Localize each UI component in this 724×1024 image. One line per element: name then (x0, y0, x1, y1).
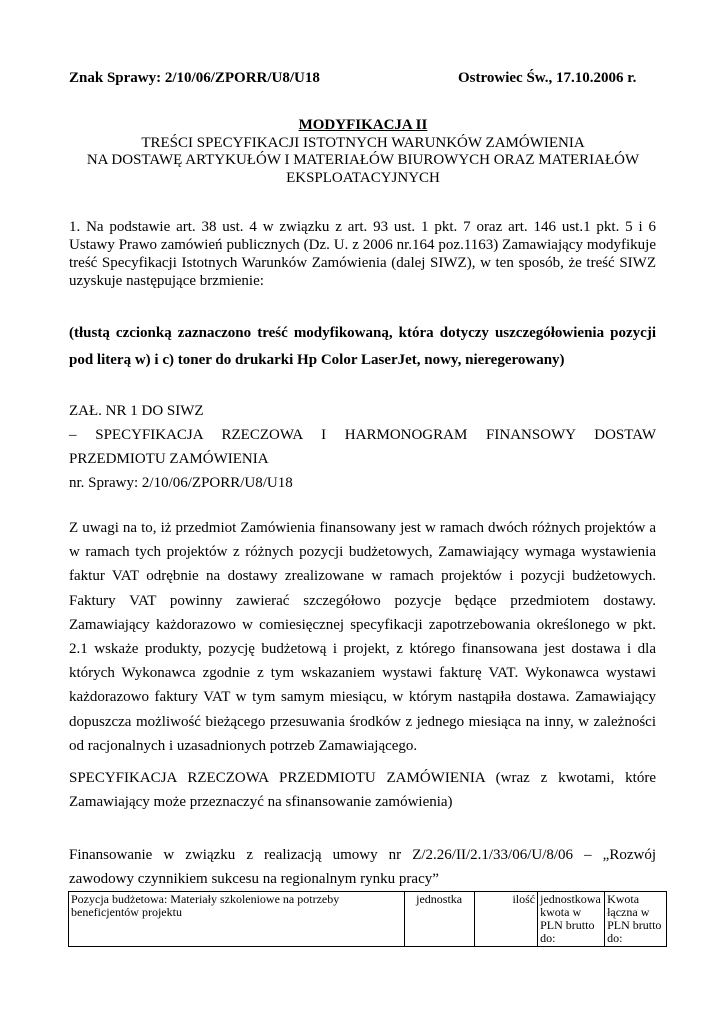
paragraph-invoicing: Z uwagi na to, iż przedmiot Zamówienia finansowany jest w ramach dwóch różnych projektów a w ramach tych projektów z różnych pozycji budżetowych, Zamawiający wymaga wystawienia faktur VAT odrębnie na dostawy zrealizowane w ramach projektów i pozycji budżetowych. Faktury VAT powinny zawierać szczegółowo pozycje będące przedmiotem dostawy. Zamawiający każdorazowo w comiesięcznej specyfikacji zapotrzebowania określonego w pkt. 2.1 wskaże produkty, pozycję budżetową i projekt, z którego finansowana jest dostawa i dla których Wykonawca zgodnie z tym wskazaniem wystawi fakturę VAT. Wykonawca wystawi każdorazowo faktury VAT w tym samym miesiącu, w którym nastąpiła dostawa. Zamawiający dopuszcza możliwość bieżącego przesuwania środków z jednego miesiąca na inny, w zależności od racjonalnych i uzasadnionych potrzeb Zamawiającego. (69, 520, 656, 754)
document-title (69, 117, 657, 187)
attachment-line-1: ZAŁ. NR 1 DO SIWZ (69, 403, 204, 419)
paragraph-financing: Finansowanie w związku z realizacją umowy nr Z/2.26/II/2.1/33/06/U/8/06 – „Rozwój zawodowy czynnikiem sukcesu na regionalnym rynku pracy” (69, 847, 656, 887)
paragraph-bold-note: (tłustą czcionką zaznaczono treść modyfikowaną, która dotyczy uszczegółowienia pozycji pod literą w) i c) toner do drukarki Hp Color LaserJet, nowy, nieregerowany) (69, 325, 656, 368)
attachment-line-4: nr. Sprawy: 2/10/06/ZPORR/U8/U18 (69, 475, 293, 491)
case-number: Znak Sprawy: 2/10/06/ZPORR/U8/U18 (69, 70, 320, 86)
paragraph-specification: SPECYFIKACJA RZECZOWA PRZEDMIOTU ZAMÓWIENIA (wraz z kwotami, które Zamawiający może przeznaczyć na sfinansowanie zamówienia) (69, 770, 656, 810)
budget-table (68, 891, 667, 947)
title-line-2: NA DOSTAWĘ ARTYKUŁÓW I MATERIAŁÓW BIUROWYCH ORAZ MATERIAŁÓW (86, 152, 640, 168)
paragraph-legal-basis: 1. Na podstawie art. 38 ust. 4 w związku z art. 93 ust. 1 pkt. 7 oraz art. 146 ust.1 pkt. 5 i 6 Ustawy Prawo zamówień publicznych (Dz. U. z 2006 nr.164 poz.1163) Zamawiający modyfikuje treść Specyfikacji Istotnych Warunków Zamówienia (dalej SIWZ), w ten sposób, że treść SIWZ uzyskuje następujące brzmienie: (69, 219, 656, 289)
attachment-line-3: PRZEDMIOTU ZAMÓWIENIA (69, 451, 269, 467)
title-main: MODYFIKACJA II (298, 117, 428, 133)
header-cell-quantity: ilość (474, 892, 537, 947)
header-cell-unit: jednostka (404, 892, 474, 947)
attachment-line-2: – SPECYFIKACJA RZECZOWA I HARMONOGRAM FINANSOWY DOSTAW (69, 427, 656, 443)
place-date: Ostrowiec Św., 17.10.2006 r. (458, 70, 637, 86)
title-line-3: EKSPLOATACYJNYCH (286, 169, 440, 186)
header-cell-total-price: Kwota łączna w PLN brutto do: (605, 892, 667, 947)
table-header-row (69, 892, 667, 947)
title-line-1: TREŚCI SPECYFIKACJI ISTOTNYCH WARUNKÓW ZAMÓWIENIA (141, 134, 585, 151)
header-cell-budget-position: Pozycja budżetowa: Materiały szkoleniowe na potrzeby beneficjentów projektu (69, 892, 405, 947)
attachment-heading (69, 399, 656, 495)
header-cell-unit-price: jednostkowa kwota w PLN brutto do: (538, 892, 605, 947)
